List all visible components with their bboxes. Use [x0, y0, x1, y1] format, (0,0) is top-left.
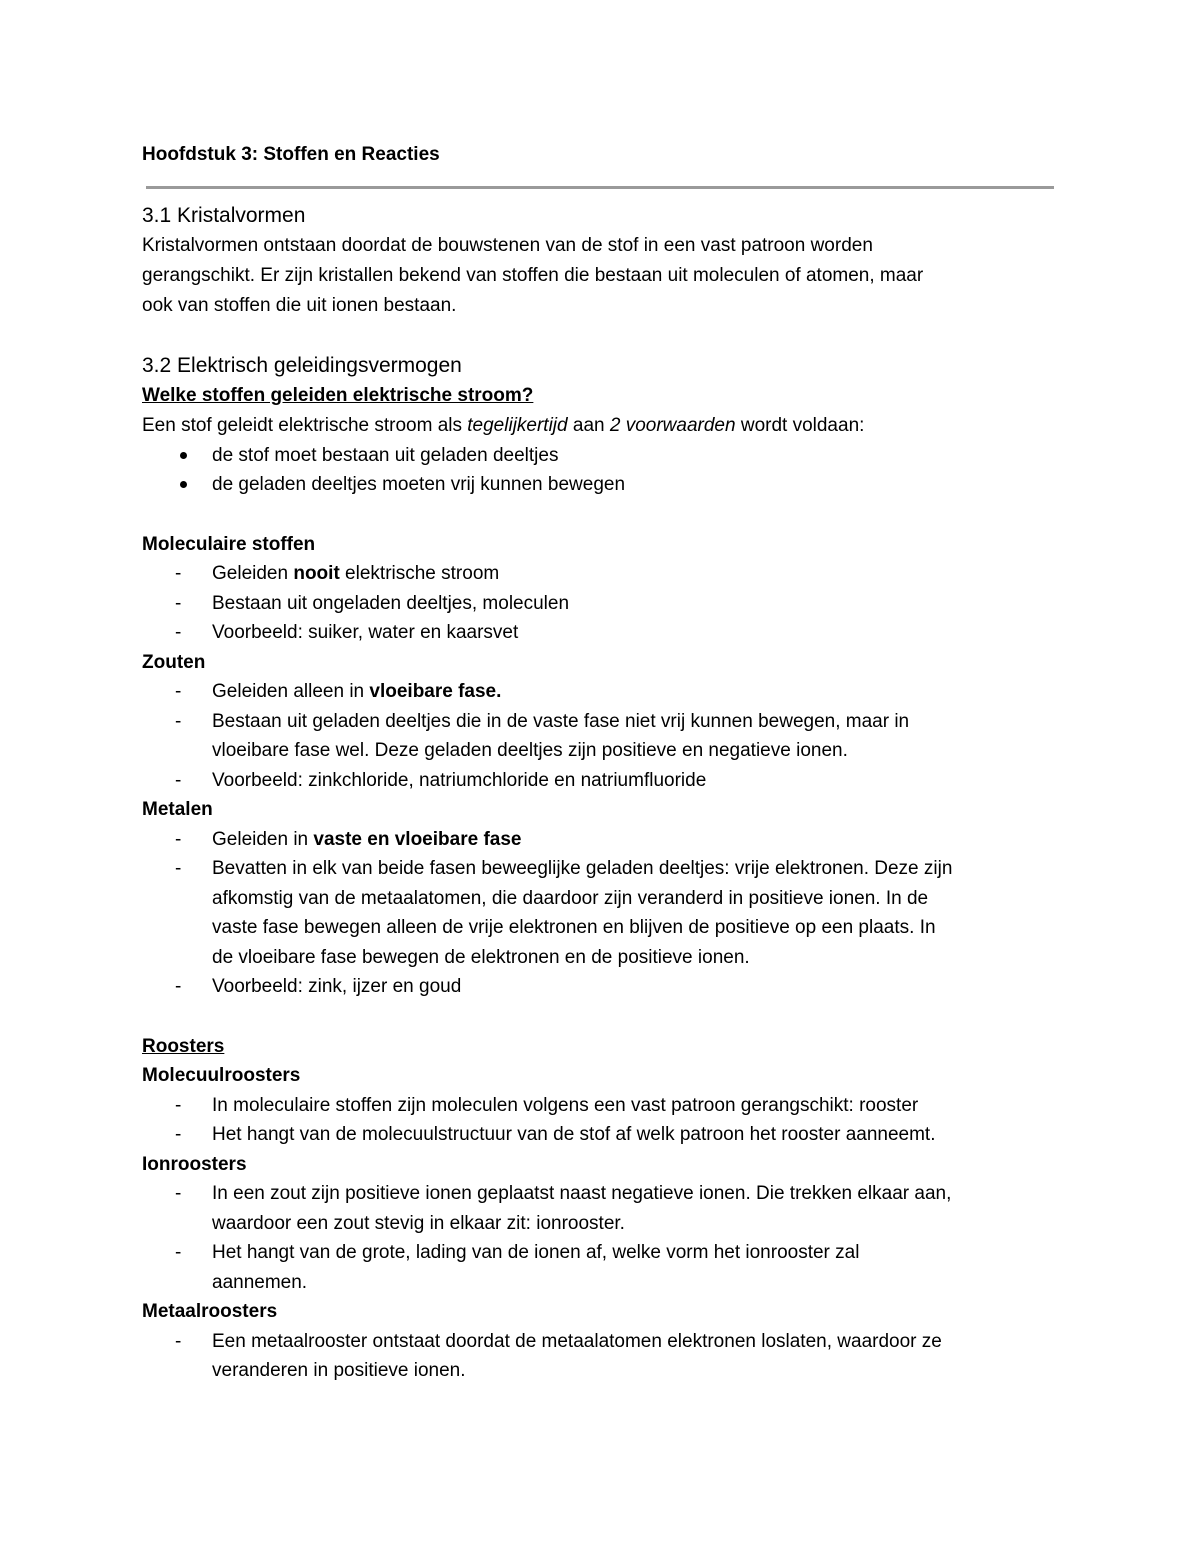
roosters-heading: Roosters [142, 1035, 225, 1057]
list-item: - Geleiden alleen in vloeibare fase. [142, 677, 1054, 707]
list-item: - Het hangt van de grote, lading van de ionen af, welke vorm het ionrooster zal aannemen. [142, 1238, 1054, 1297]
list-item: - Voorbeeld: zink, ijzer en goud [142, 972, 1054, 1002]
list-item: de geladen deeltjes moeten vrij kunnen bewegen [142, 470, 1054, 500]
section-3-2-heading: 3.2 Elektrisch geleidingsvermogen [142, 354, 462, 377]
list-item: - Geleiden nooit elektrische stroom [142, 559, 1054, 589]
list-item: - Geleiden in vaste en vloeibare fase [142, 825, 1054, 855]
document-page [142, 140, 1054, 1386]
molecuulroosters-heading: Molecuulroosters [142, 1065, 301, 1086]
list-item: - Voorbeeld: suiker, water en kaarsvet [142, 618, 1054, 648]
zouten-list [142, 677, 1054, 795]
list-item: - Het hangt van de molecuulstructuur van de stof af welk patroon het rooster aanneemt. [142, 1120, 1054, 1150]
list-item: - Een metaalrooster ontstaat doordat de metaalatomen elektronen loslaten, waardoor ze veranderen in positieve ionen. [142, 1327, 1054, 1386]
horizontal-rule [146, 186, 1054, 189]
list-item: - In moleculaire stoffen zijn moleculen volgens een vast patroon gerangschikt: rooster [142, 1091, 1054, 1121]
metaalroosters-list [142, 1327, 1054, 1386]
moleculaire-list [142, 559, 1054, 648]
metaalroosters-heading: Metaalroosters [142, 1301, 278, 1322]
zouten-heading: Zouten [142, 651, 206, 673]
metalen-heading: Metalen [142, 799, 213, 820]
ionroosters-list [142, 1179, 1054, 1297]
list-item: - Bestaan uit geladen deeltjes die in de vaste fase niet vrij kunnen bewegen, maar in vloeibare fase wel. Deze geladen deeltjes zijn positieve en negatieve ionen. [142, 707, 1054, 766]
metalen-list [142, 825, 1054, 1002]
list-item: de stof moet bestaan uit geladen deeltjes [142, 441, 1054, 471]
list-item: - In een zout zijn positieve ionen geplaatst naast negatieve ionen. Die trekken elkaar aan, waardoor een zout stevig in elkaar zit: ionrooster. [142, 1179, 1054, 1238]
moleculaire-stoffen-heading: Moleculaire stoffen [142, 533, 316, 555]
list-item: - Voorbeeld: zinkchloride, natriumchloride en natriumfluoride [142, 766, 1054, 796]
list-item: - Bestaan uit ongeladen deeltjes, moleculen [142, 589, 1054, 619]
ionroosters-heading: Ionroosters [142, 1153, 247, 1175]
conduction-question: Welke stoffen geleiden elektrische stroom? [142, 385, 534, 406]
molecuulroosters-list [142, 1091, 1054, 1150]
section-3-1-paragraph: Kristalvormen ontstaan doordat de bouwstenen van de stof in een vast patroon worden gerangschikt. Er zijn kristallen bekend van stoffen die bestaan uit moleculen of atomen, maar ook van stoffen die uit ionen bestaan. [142, 235, 924, 316]
conditions-list [142, 441, 1054, 500]
conduction-intro: Een stof geleidt elektrische stroom als tegelijkertijd aan 2 voorwaarden wordt voldaan: [142, 414, 865, 436]
document-title: Hoofdstuk 3: Stoffen en Reacties [142, 144, 440, 165]
list-item: - Bevatten in elk van beide fasen beweeglijke geladen deeltjes: vrije elektronen. Deze zijn afkomstig van de metaalatomen, die daardoor zijn veranderd in positieve ionen. In de vaste fase bewegen alleen de vrije elektronen en blijven de positieve op een plaats. In de vloeibare fase bewegen de elektronen en de positieve ionen. [142, 854, 1054, 972]
section-3-1-heading: 3.1 Kristalvormen [142, 204, 306, 227]
